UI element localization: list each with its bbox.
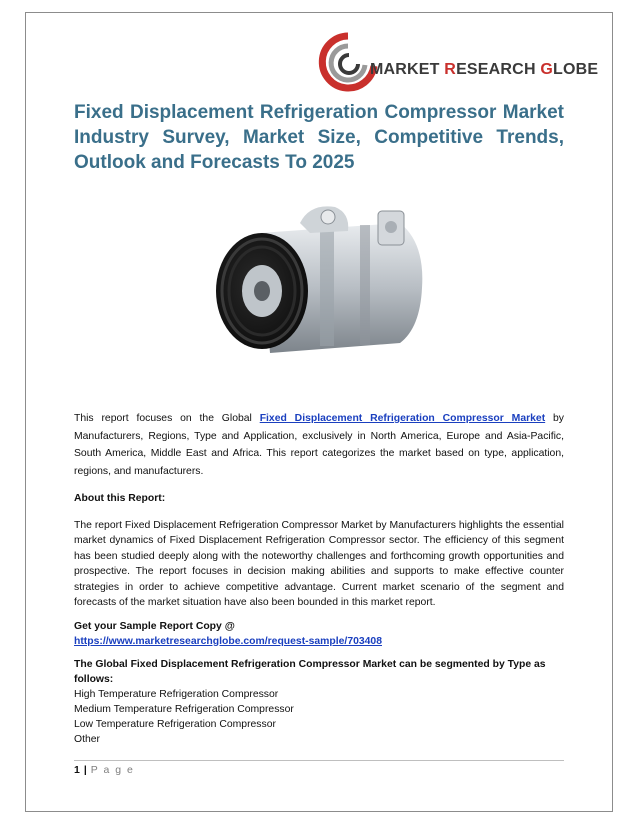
- list-item: High Temperature Refrigeration Compressor: [74, 688, 279, 700]
- sample-request: [74, 619, 564, 649]
- market-research-globe-logo: [318, 32, 599, 94]
- logo-globe-icon: [318, 32, 378, 94]
- footer-separator: |: [83, 764, 87, 776]
- sample-label: Get your Sample Report Copy @: [74, 620, 235, 632]
- intro-paragraph: This report focuses on the Global Fixed Displacement Refrigeration Compressor Market by Manufacturers, Regions, Type and Application, exclusively in North America, Europe and Asia-Pacific, South America, Middle East and Africa. This report categorizes the market based on type, application, regions, and manufacturers.: [74, 413, 564, 477]
- list-item: Other: [74, 733, 100, 745]
- segment-heading: The Global Fixed Displacement Refrigeration Compressor Market can be segmented by Type as follows:: [74, 658, 546, 685]
- page-footer: [74, 764, 134, 776]
- market-report-link[interactable]: Fixed Displacement Refrigeration Compressor Market: [259, 413, 546, 424]
- document-body: [74, 410, 564, 747]
- logo-wordmark: MARKET RESEARCH GLOBE: [370, 61, 599, 78]
- sample-request-link[interactable]: https://www.marketresearchglobe.com/request-sample/703408: [74, 635, 382, 647]
- list-item: Medium Temperature Refrigeration Compressor: [74, 703, 294, 715]
- document-title: Fixed Displacement Refrigeration Compressor Market Industry Survey, Market Size, Competitive Trends, Outlook and Forecasts To 2025: [74, 102, 564, 173]
- footer-divider: [74, 760, 564, 761]
- page-label: P a g e: [90, 764, 135, 776]
- segment-type-list: [74, 687, 564, 747]
- list-item: Low Temperature Refrigeration Compressor: [74, 718, 276, 730]
- compressor-product-image: [200, 193, 438, 373]
- page-number: 1: [74, 764, 80, 776]
- about-paragraph: The report Fixed Displacement Refrigeration Compressor Market by Manufacturers highlights the essential market dynamics of Fixed Displacement Refrigeration Compressor sector. The efficiency of this segment has been studied deeply along with the noteworthy challenges and forthcoming growth opportunities and prospective. The report focuses in decision making abilities and supports to make effective counter strategies in order to achieve competitive advantage. Current market scenario of the segment and forecasts of the market situation have also been bounded in this market report.: [74, 519, 564, 608]
- about-heading: About this Report:: [74, 493, 166, 504]
